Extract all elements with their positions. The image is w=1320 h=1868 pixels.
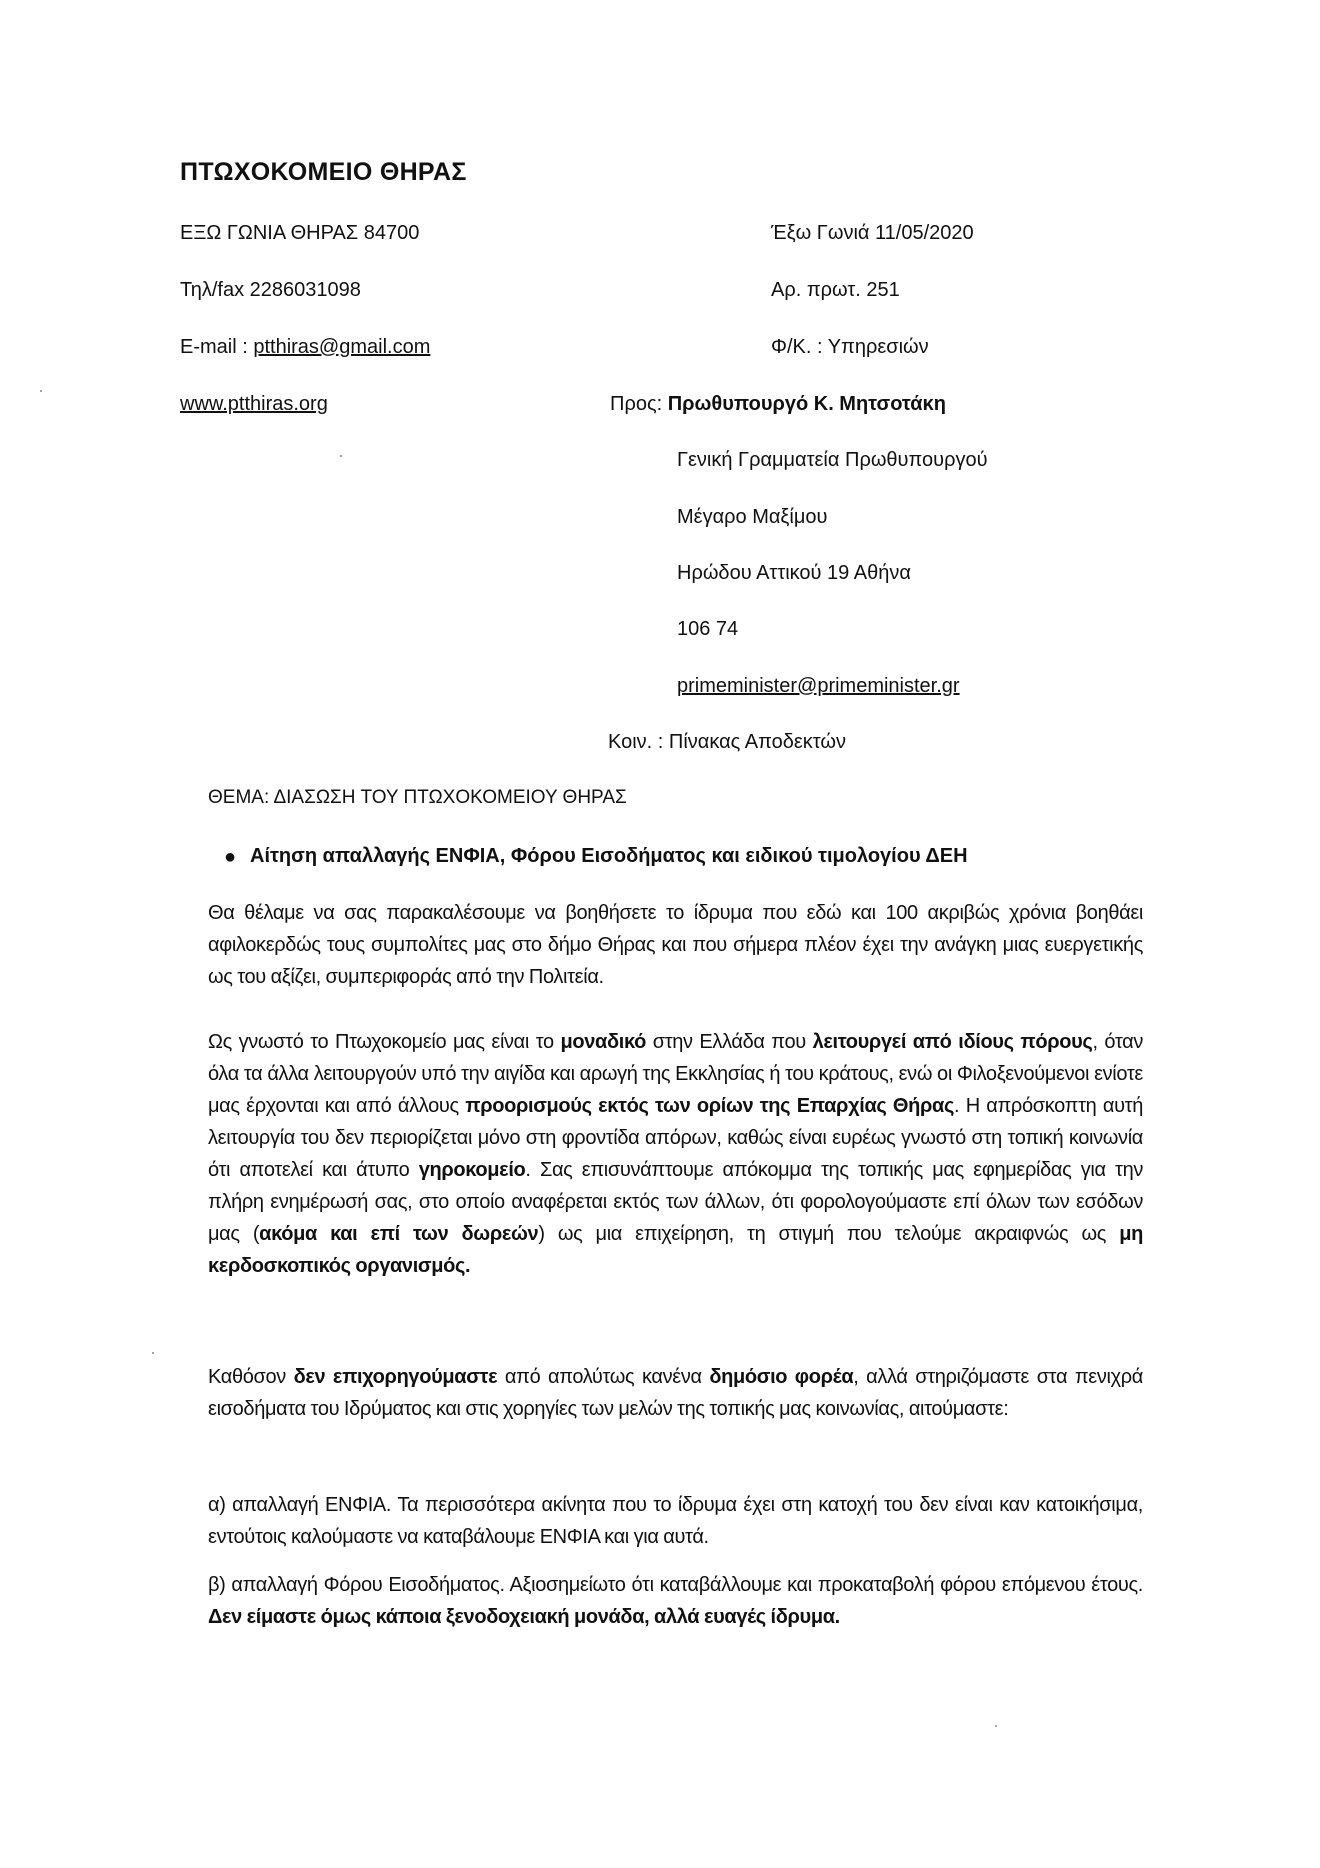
paragraph-item-b <box>208 1569 1143 1633</box>
paragraph-text: , αλλά στηριζόμαστε στα πενιχρά εισοδήματα του Ιδρύματος και στις χορηγίες των μελών της τοπικής μας κοινωνίας, αιτούμαστε: <box>208 1366 1143 1420</box>
recipient-email-link[interactable]: primeminister@primeminister.gr <box>677 675 960 697</box>
paragraph-text: Καθόσον <box>208 1366 294 1388</box>
emphasized-text: δημόσιο φορέα <box>709 1366 854 1388</box>
paragraph-background <box>208 1026 1143 1282</box>
emphasized-text: δεν επιχορηγούμαστε <box>293 1366 498 1388</box>
paragraph-text: ) ως μια επιχείρηση, τη στιγμή που τελούμε ακραιφνώς ως <box>538 1223 1120 1245</box>
scan-speck <box>152 1352 154 1354</box>
paragraph-text: , όταν όλα τα άλλα λειτουργούν υπό την αιγίδα και αρωγή της Εκκλησίας ή του κράτους, ενώ οι Φιλοξενούμενοι ενίοτε μας έρχονται και από άλλους <box>208 1031 1143 1117</box>
organization-phone: Τηλ/fax 2286031098 <box>180 279 361 301</box>
scan-speck <box>40 390 42 392</box>
paragraph-text: στην Ελλάδα που <box>645 1031 813 1053</box>
paragraph-text: β) απαλλαγή Φόρου Εισοδήματος. Αξιοσημείωτο ότι καταβάλλουμε και προκαταβολή φόρου επόμενου έτους. <box>208 1574 1143 1596</box>
emphasized-text: γηροκομείο <box>418 1159 526 1181</box>
cc-line: Κοιν. : Πίνακας Αποδεκτών <box>608 731 847 753</box>
recipient-to <box>610 393 946 416</box>
recipient-postcode: 106 74 <box>677 618 739 640</box>
paragraph-text: . Η απρόσκοπτη αυτή λειτουργία του δεν περιορίζεται μόνο στη φροντίδα απόρων, καθώς είναι ευρέως γνωστό στη τοπική κοινωνία ότι αποτελεί και άτυπο <box>208 1095 1143 1181</box>
emphasized-text: λειτουργεί από ιδίους πόρους <box>812 1031 1093 1053</box>
subject-line: ΘΕΜΑ: ΔΙΑΣΩΣΗ ΤΟΥ ΠΤΩΧΟΚΟΜΕΙΟΥ ΘΗΡΑΣ <box>208 787 627 808</box>
paragraph-text: Θα θέλαμε να σας παρακαλέσουμε να βοηθήσετε το ίδρυμα που εδώ και 100 ακριβώς χρόνια βοηθάει αφιλοκερδώς τους συμπολίτες μας στο δήμο Θήρας και που σήμερα πλέον έχει την ανάγκη μιας ευεργετικής ως του αξίζει, συμπεριφοράς από την Πολιτεία. <box>208 902 1143 988</box>
recipient-line-3: Ηρώδου Αττικού 19 Αθήνα <box>677 562 911 584</box>
emphasized-text: μοναδικό <box>560 1031 646 1053</box>
paragraph-intro <box>208 897 1143 993</box>
email-label: E-mail : <box>180 336 254 358</box>
paragraph-text: α) απαλλαγή ΕΝΦΙΑ. Τα περισσότερα ακίνητα που το ίδρυμα έχει στη κατοχή του δεν είναι καν κατοικήσιμα, εντούτοις καλούμαστε να καταβάλουμε ΕΝΦΙΑ και για αυτά. <box>208 1494 1143 1548</box>
emphasized-text: ακόμα και επί των δωρεών <box>259 1223 539 1245</box>
request-bullet-text: Αίτηση απαλλαγής ΕΝΦΙΑ, Φόρου Εισοδήματος και ειδικού τιμολογίου ΔΕΗ <box>250 845 968 867</box>
paragraph-item-a <box>208 1489 1143 1553</box>
organization-name: ΠΤΩΧΟΚΟΜΕΙΟ ΘΗΡΑΣ <box>180 158 467 186</box>
scan-speck <box>995 1725 997 1727</box>
emphasized-text: προορισμούς εκτός των ορίων της Επαρχίας Θήρας <box>465 1095 955 1117</box>
file-reference: Φ/Κ. : Υπηρεσιών <box>771 336 929 358</box>
recipient-line-1: Γενική Γραμματεία Πρωθυπουργού <box>677 449 988 471</box>
scan-speck <box>340 455 342 457</box>
organization-email-link[interactable]: ptthiras@gmail.com <box>253 336 431 358</box>
recipient-name: Πρωθυπουργό Κ. Μητσοτάκη <box>667 393 946 415</box>
paragraph-text: . Σας επισυνάπτουμε απόκομμα της τοπικής μας εφημερίδας για την πλήρη ενημέρωσή σας, στο οποίο αναφέρεται εκτός των άλλων, ότι φορολογούμαστε επί όλων των εσόδων μας ( <box>208 1159 1143 1245</box>
bullet-icon: ● <box>224 846 237 868</box>
organization-website-link[interactable]: www.ptthiras.org <box>180 393 328 415</box>
paragraph-text: Ως γνωστό το Πτωχοκομείο μας είναι το <box>208 1031 561 1053</box>
emphasized-text: Δεν είμαστε όμως κάποια ξενοδοχειακή μονάδα, αλλά ευαγές ίδρυμα. <box>208 1606 840 1628</box>
recipient-to-label: Προς: <box>610 393 668 415</box>
organization-address: ΕΞΩ ΓΩΝΙΑ ΘΗΡΑΣ 84700 <box>180 222 420 244</box>
protocol-number: Αρ. πρωτ. 251 <box>771 279 900 301</box>
emphasized-text: μη κερδοσκοπικός οργανισμός. <box>208 1223 1143 1277</box>
recipient-line-2: Μέγαρο Μαξίμου <box>677 506 828 528</box>
place-date: Έξω Γωνιά 11/05/2020 <box>771 222 974 244</box>
request-bullet <box>224 845 968 868</box>
paragraph-text: από απολύτως κανένα <box>497 1366 710 1388</box>
organization-email-line <box>180 336 430 359</box>
paragraph-request <box>208 1361 1143 1425</box>
